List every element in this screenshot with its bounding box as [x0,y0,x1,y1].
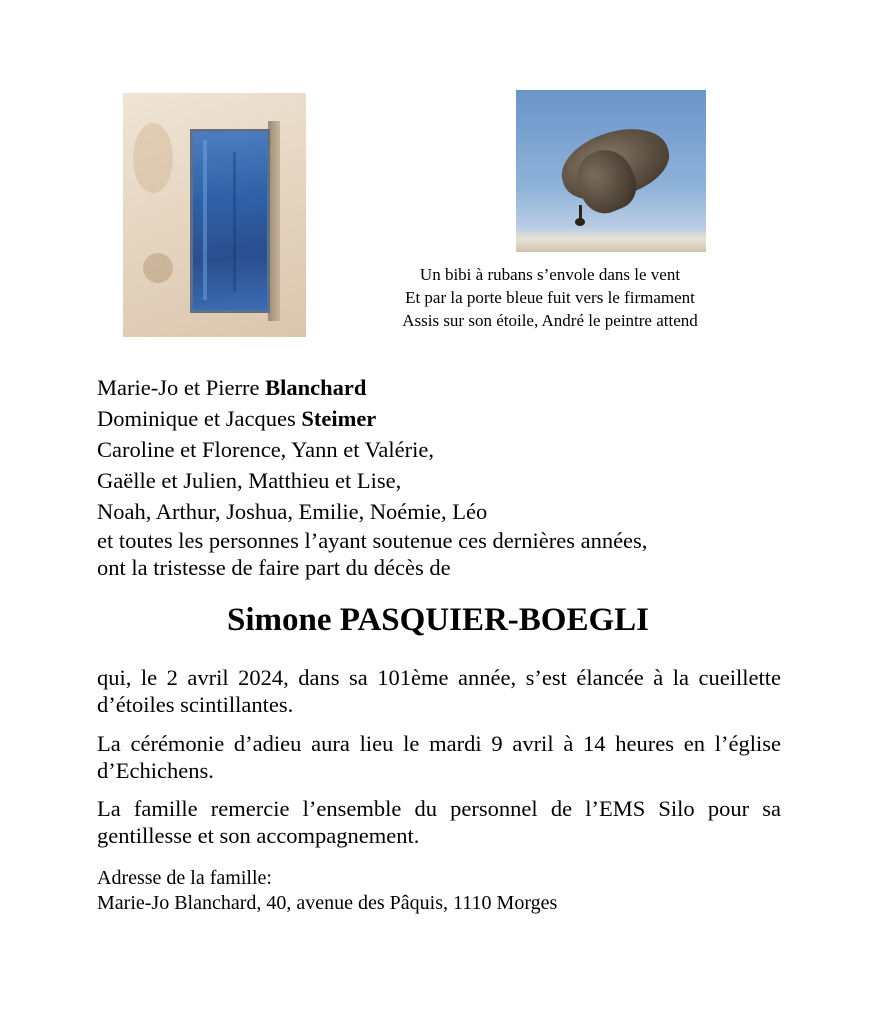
address-label: Adresse de la famille: [97,867,272,889]
family-line: ont la tristesse de faire part du décès de [97,555,451,580]
family-line [97,372,797,403]
death-paragraph: qui, le 2 avril 2024, dans sa 101ème année, s’est élancée à la cueillette d’étoiles scintillantes. [97,665,781,717]
wall-texture [143,253,173,283]
family-surname: Steimer [301,406,377,431]
family-first-names: Dominique et Jacques [97,406,302,431]
wall-texture [133,123,173,193]
poem-line: Et par la porte bleue fuit vers le firmament [405,288,695,307]
hat-ribbon-knot [575,218,585,226]
family-surname: Blanchard [265,375,367,400]
flying-hat-photo [516,90,706,252]
family-address [97,866,797,916]
deceased-name: Simone PASQUIER-BOEGLI [226,602,650,638]
family-line: Noah, Arthur, Joshua, Emilie, Noémie, Léo [97,499,488,524]
family-line [97,403,797,434]
blue-door [190,129,270,313]
family-line: Gaëlle et Julien, Matthieu et Lise, [97,468,402,493]
poem [340,263,760,332]
thanks-paragraph: La famille remercie l’ensemble du personnel de l’EMS Silo pour sa gentillesse et son accompagnement. [97,796,781,848]
blue-door-painting [123,93,306,337]
family-list [97,372,797,581]
ceremony-paragraph: La cérémonie d’adieu aura lieu le mardi 9 avril à 14 heures en l’église d’Echichens. [97,731,781,783]
poem-line: Un bibi à rubans s’envole dans le vent [419,265,681,284]
poem-line: Assis sur son étoile, André le peintre attend [402,311,698,330]
family-first-names: Marie-Jo et Pierre [97,375,266,400]
family-line: Caroline et Florence, Yann et Valérie, [97,437,434,462]
family-line: et toutes les personnes l’ayant soutenue ces dernières années, [97,528,648,553]
address-value: Marie-Jo Blanchard, 40, avenue des Pâquis, 1110 Morges [97,892,558,914]
